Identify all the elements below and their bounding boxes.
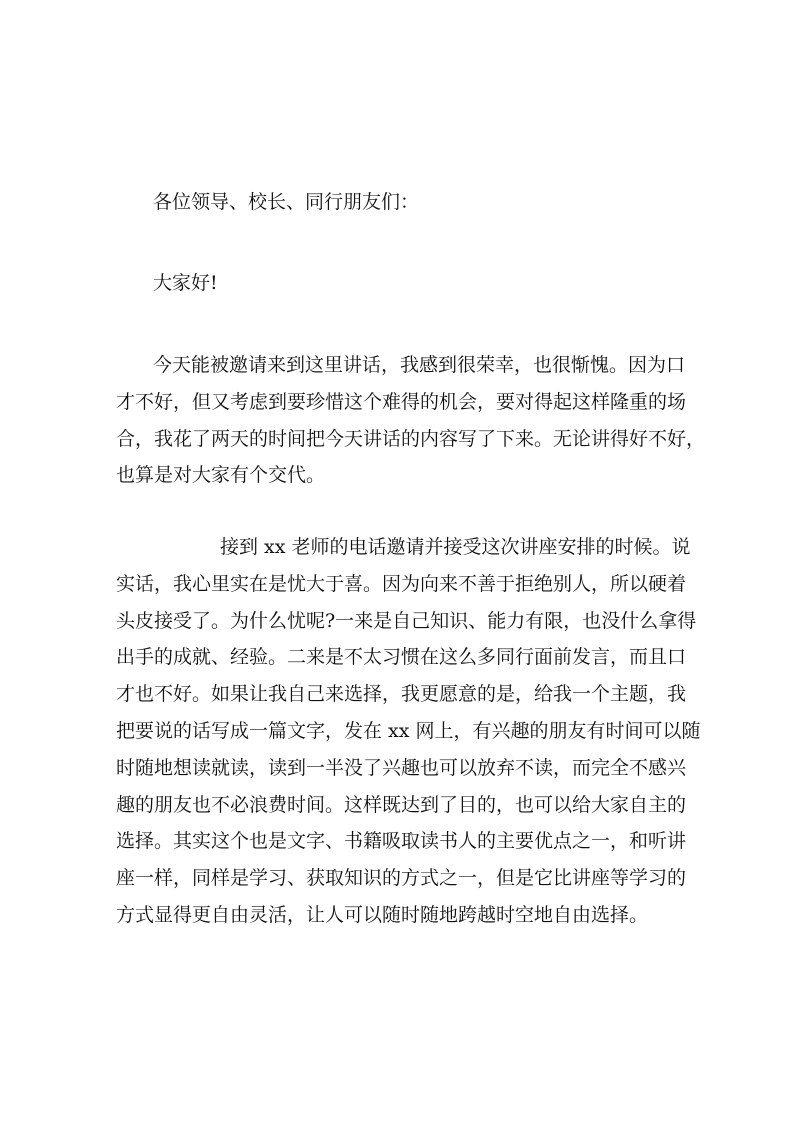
text-line: 头皮接受了。为什么忧呢?一来是自己知识、能力有限，也没什么拿得 (116, 609, 697, 632)
text-line: 把要说的话写成一篇文字，发在 xx 网上，有兴趣的朋友有时间可以随 (116, 719, 701, 742)
text-line: 出手的成就、经验。二来是不太习惯在这么多同行面前发言，而且口 (116, 646, 687, 669)
text-line: 才也不好。如果让我自己来选择，我更愿意的是，给我一个主题，我 (116, 683, 687, 706)
text-line: 趣的朋友也不必浪费时间。这样既达到了目的，也可以给大家自主的 (116, 793, 687, 816)
text-line: 座一样，同样是学习、获取知识的方式之一，但是它比讲座等学习的 (116, 867, 687, 890)
text-line: 接到 xx 老师的电话邀请并接受这次讲座安排的时候。说 (220, 536, 691, 558)
text-line: 选择。其实这个也是文字、书籍吸取读书人的主要优点之一，和听讲 (116, 830, 687, 853)
paragraph-2 (116, 529, 701, 934)
text-line: 实话，我心里实在是忧大于喜。因为向来不善于拒绝别人，所以硬着 (116, 572, 687, 595)
greeting: 大家好! (153, 272, 218, 294)
salutation: 各位领导、校长、同行朋友们： (153, 191, 420, 213)
text-line: 今天能被邀请来到这里讲话，我感到很荣幸，也很惭愧。因为口 (153, 354, 686, 376)
text-line: 才不好，但又考虑到要珍惜这个难得的机会，要对得起这样隆重的场 (116, 390, 687, 413)
text-line: 方式显得更自由灵活，让人可以随时随地跨越时空地自由选择。 (116, 903, 649, 926)
text-line: 合，我花了两天的时间把今天讲话的内容写了下来。无论讲得好不好， (116, 427, 706, 450)
text-line: 时随地想读就读，读到一半没了兴趣也可以放弃不读，而完全不感兴 (116, 756, 687, 779)
paragraph-1 (116, 347, 706, 494)
text-line: 也算是对大家有个交代。 (116, 464, 326, 487)
